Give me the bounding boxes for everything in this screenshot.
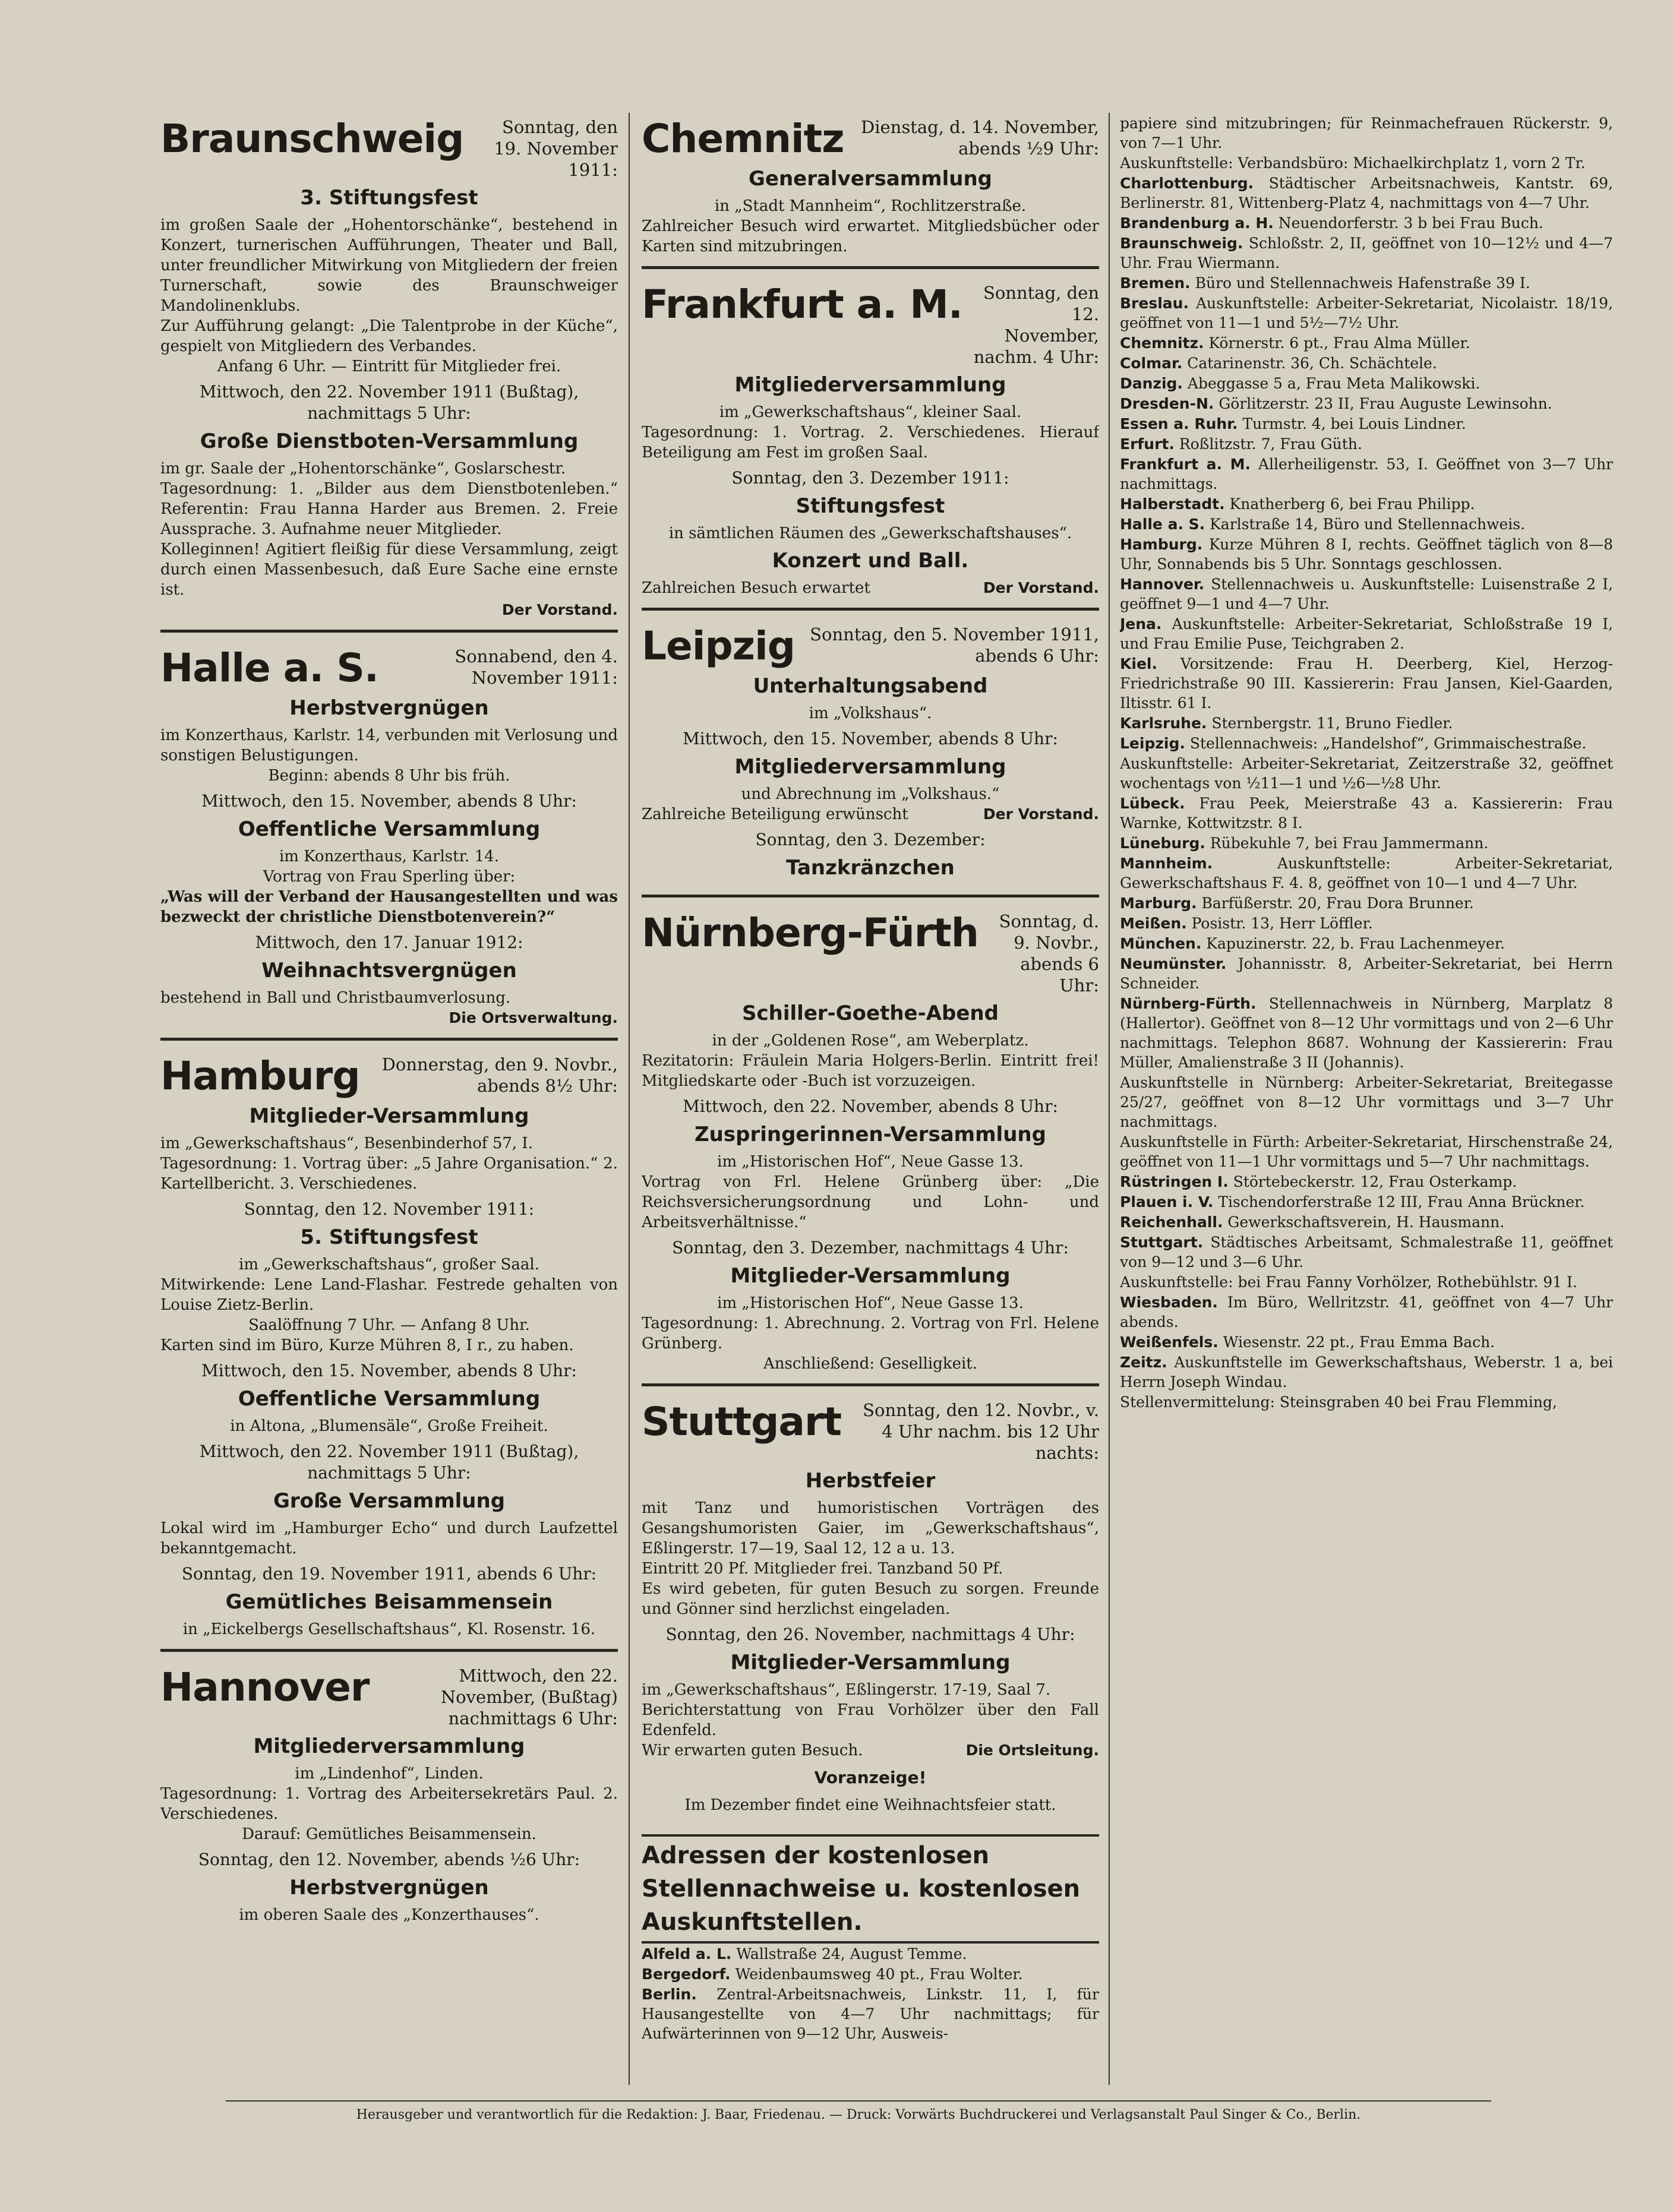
address-entry (1120, 353, 1613, 373)
entry-text: Stellennachweis: „Handelshof“, Grimmaischestraße. (1189, 735, 1587, 752)
event-text: in „Stadt Mannheim“, Rochlitzerstraße. (714, 197, 1027, 215)
event-text: im Konzerthaus, Karlstr. 14, verbunden mit Verlosung und sonstigen Belustigungen. (160, 726, 618, 764)
event-text: Saalöffnung 7 Uhr. — Anfang 8 Uhr. (248, 1316, 530, 1334)
event-text: im „Gewerkschaftshaus“, großer Saal. (239, 1256, 539, 1274)
entry-text: Büro und Stellennachweis Hafenstraße 39 I. (1195, 274, 1530, 292)
event-date: Sonntag, den 3. Dezember, nachmittags 4 Uhr: (672, 1238, 1069, 1257)
entry-city: Essen a. Ruhr. (1120, 415, 1238, 432)
entry-city: Leipzig. (1120, 735, 1185, 752)
entry-text: Gewerkschaftsverein, H. Hausmann. (1227, 1214, 1505, 1231)
entry-city: Halle a. S. (1120, 516, 1205, 533)
entry-city: Berlin. (642, 1986, 697, 2003)
entry-city: Erfurt. (1120, 435, 1175, 453)
address-entry (1120, 213, 1613, 233)
address-entry (1120, 535, 1613, 574)
event-title: Voranzeige! (814, 1768, 927, 1787)
address-entry (1120, 1353, 1613, 1392)
event-text: „Was will der Verband der Hausangestellten und was bezweckt der christliche Dienstbotenverein?“ (160, 888, 618, 926)
address-list-continued (1120, 113, 1613, 1412)
city-heading: Braunschweig (160, 116, 464, 162)
address-entry (1120, 233, 1613, 273)
notice-chemnitz (642, 113, 1099, 269)
entry-text: Wallstraße 24, August Temme. (736, 1945, 967, 1963)
entry-text: Auskunftstelle: Arbeiter-Sekretariat, Gewerkschaftshaus F. 4. 8, geöffnet von 10—1 und 4—7 Uhr. (1120, 855, 1613, 892)
city-heading: Nürnberg-Fürth (642, 910, 978, 956)
address-entry (1120, 1132, 1613, 1171)
event-title: Mitgliederversammlung (734, 755, 1006, 779)
address-entry (1120, 1392, 1613, 1412)
entry-text: Frau Peek, Meierstraße 43 a. Kassiererin: Frau Warnke, Kottwitzstr. 8 I. (1120, 795, 1613, 832)
notice-stuttgart (642, 1396, 1099, 1825)
event-text: im „Historischen Hof“, Neue Gasse 13. (717, 1153, 1024, 1171)
event-text: Anfang 6 Uhr. — Eintritt für Mitglieder frei. (217, 358, 561, 375)
city-heading: Frankfurt a. M. (642, 282, 962, 327)
event-text: Kolleginnen! Agitiert fleißig für diese Versammlung, zeigt durch einen Massenbesuch, daß Eure Sache eine ernste ist. (160, 541, 618, 599)
address-entry (1120, 293, 1613, 333)
entry-city: Wiesbaden. (1120, 1294, 1218, 1311)
entry-city: München. (1120, 935, 1202, 952)
address-entry (1120, 494, 1613, 514)
address-entry (1120, 794, 1613, 833)
entry-city: Braunschweig. (1120, 235, 1243, 252)
event-title: Herbstvergnügen (289, 1876, 489, 1900)
event-date: Mittwoch, den 17. Januar 1912: (255, 933, 523, 952)
entry-city: Danzig. (1120, 375, 1183, 392)
event-date: Donnerstag, den 9. Novbr., abends 8½ Uhr: (381, 1054, 618, 1096)
event-title: 3. Stiftungsfest (300, 186, 478, 210)
event-text: Wir erwarten guten Besuch. (642, 1742, 863, 1759)
entry-text: papiere sind mitzubringen; für Reinmachefrauen Rückerstr. 9, von 7—1 Uhr. (1120, 115, 1613, 151)
event-text: Lokal wird im „Hamburger Echo“ und durch Laufzettel bekanntgemacht. (160, 1519, 618, 1557)
event-date: Sonntag, den 12. November 1911: (244, 1199, 535, 1219)
address-entry (1120, 454, 1613, 494)
entry-city: Lüneburg. (1120, 835, 1205, 852)
event-text: im oberen Saale des „Konzerthauses“. (239, 1906, 539, 1924)
event-title: Große Dienstboten-Versammlung (200, 429, 579, 453)
event-text: mit Tanz und humoristischen Vorträgen des Gesangshumoristen Gaier, im „Gewerkschaftshaus“, Eßlingerstr. 17—19, Saal 12, 12 a u. 13. (642, 1499, 1099, 1557)
address-entry (1120, 1293, 1613, 1332)
entry-city: Stuttgart. (1120, 1234, 1204, 1251)
entry-city: Colmar. (1120, 355, 1183, 372)
event-title: Tanzkränzchen (786, 856, 955, 880)
notice-halle (160, 642, 618, 1041)
signature: Die Ortsverwaltung. (449, 1009, 618, 1026)
event-title: Mitglieder-Versammlung (249, 1104, 529, 1128)
address-entry (1120, 1212, 1613, 1232)
event-title: Schiller-Goethe-Abend (742, 1001, 999, 1025)
address-entry (1120, 1233, 1613, 1272)
event-text: Tagesordnung: 1. „Bilder aus dem Dienstbotenleben.“ Referentin: Frau Hanna Harder aus Bremen. 2. Freie Aussprache. 3. Aufnahme neuer Mitglieder. (160, 480, 618, 538)
city-heading: Hamburg (160, 1053, 360, 1099)
entry-city: Zeitz. (1120, 1354, 1167, 1371)
entry-city: Karlsruhe. (1120, 715, 1207, 732)
event-date: Sonntag, den 19. November 1911: (494, 117, 618, 180)
event-title: Mitglieder-Versammlung (730, 1651, 1011, 1674)
address-entry (1120, 914, 1613, 933)
event-title: Unterhaltungsabend (753, 674, 988, 698)
column-rule (629, 113, 630, 2085)
entry-city: Bremen. (1120, 274, 1191, 292)
notice-hamburg (160, 1050, 618, 1652)
notice-leipzig (642, 620, 1099, 898)
event-text: Berichterstattung von Frau Vorhölzer über den Fall Edenfeld. (642, 1701, 1099, 1739)
entry-text: Sternbergstr. 11, Bruno Fiedler. (1211, 715, 1453, 732)
event-text: in der „Goldenen Rose“, am Weberplatz. (712, 1032, 1029, 1050)
address-entry (1120, 994, 1613, 1072)
city-heading: Leipzig (642, 623, 795, 669)
entry-city: Reichenhall. (1120, 1214, 1223, 1231)
event-text: Beginn: abends 8 Uhr bis früh. (268, 767, 510, 785)
entry-text: Vorsitzende: Frau H. Deerberg, Kiel, Herzog-Friedrichstraße 90 III. Kassiererin: Frau Jansen, Kiel-Gaarden, Iltisstr. 61 I. (1120, 655, 1613, 712)
address-entry (1120, 514, 1613, 534)
column-rule (1109, 113, 1110, 2085)
entry-text: Auskunftstelle in Nürnberg: Arbeiter-Sekretariat, Breitegasse 25/27, geöffnet von 8—12 Uhr vormittags und 3—7 Uhr nachmittags. (1120, 1074, 1613, 1130)
entry-text: Kapuzinerstr. 22, b. Frau Lachenmeyer. (1206, 935, 1505, 952)
entry-city: Neumünster. (1120, 955, 1227, 972)
address-entry (1120, 754, 1613, 793)
entry-text: Posistr. 13, Herr Löffler. (1191, 915, 1373, 932)
event-title: 5. Stiftungsfest (300, 1225, 478, 1249)
event-date: Mittwoch, den 15. November, abends 8 Uhr: (201, 1361, 577, 1380)
entry-city: Frankfurt a. M. (1120, 456, 1251, 473)
event-date: Mittwoch, den 22. November, (Bußtag) nachmittags 6 Uhr: (440, 1666, 618, 1728)
entry-text: Johannisstr. 8, Arbeiter-Sekretariat, bei Herrn Schneider. (1120, 955, 1613, 992)
event-text: in Altona, „Blumensäle“, Große Freiheit. (230, 1417, 548, 1435)
entry-text: Weidenbaumsweg 40 pt., Frau Wolter. (735, 1965, 1023, 1983)
entry-city: Kiel. (1120, 655, 1157, 672)
city-heading: Halle a. S. (160, 645, 378, 691)
event-text: Tagesordnung: 1. Vortrag. 2. Verschiedenes. Hierauf Beteiligung am Fest im großen Saal. (642, 424, 1099, 462)
event-title: Große Versammlung (273, 1489, 506, 1513)
entry-city: Dresden-N. (1120, 395, 1214, 412)
event-text: im „Historischen Hof“, Neue Gasse 13. (717, 1294, 1024, 1312)
event-date: Sonntag, d. 9. Novbr., abends 6 Uhr: (999, 911, 1099, 996)
address-entry (1120, 333, 1613, 353)
event-text: in „Eickelbergs Gesellschaftshaus“, Kl. Rosenstr. 16. (182, 1620, 596, 1638)
entry-city: Charlottenburg. (1120, 175, 1254, 192)
entry-city: Hannover. (1120, 576, 1205, 593)
entry-text: Roßlitzstr. 7, Frau Güth. (1179, 435, 1362, 453)
event-text: Im Dezember findet eine Weihnachtsfeier statt. (684, 1796, 1056, 1814)
address-entry (1120, 934, 1613, 953)
event-title: Herbstfeier (805, 1469, 936, 1493)
event-title: Mitgliederversammlung (734, 373, 1006, 397)
address-entry (1120, 734, 1613, 753)
event-text: Zur Aufführung gelangt: „Die Talentprobe in der Küche“, gespielt von Mitgliedern des Verbandes. (160, 317, 618, 355)
entry-city: Alfeld a. L. (642, 1945, 732, 1963)
notice-nuernberg-fuerth (642, 907, 1099, 1386)
event-text: Eintritt 20 Pf. Mitglieder frei. Tanzband 50 Pf. (642, 1560, 1003, 1578)
signature: Der Vorstand. (983, 579, 1099, 596)
entry-text: Störtebeckerstr. 12, Frau Osterkamp. (1233, 1173, 1517, 1190)
entry-city: Plauen i. V. (1120, 1193, 1214, 1211)
entry-city: Lübeck. (1120, 795, 1185, 812)
entry-text: Barfüßerstr. 20, Frau Dora Brunner. (1201, 895, 1474, 912)
event-text: im „Volkshaus“. (809, 704, 932, 722)
entry-text: Körnerstr. 6 pt., Frau Alma Müller. (1208, 334, 1470, 352)
event-text: im „Lindenhof“, Linden. (295, 1765, 484, 1783)
address-entry (1120, 1073, 1613, 1132)
entry-text: Kurze Mühren 8 I, rechts. Geöffnet täglich von 8—8 Uhr, Sonnabends bis 5 Uhr. Sonntags geschlossen. (1120, 536, 1613, 573)
event-text: im „Gewerkschaftshaus“, Eßlingerstr. 17-19, Saal 7. (642, 1681, 1051, 1699)
event-text: Vortrag von Frau Sperling über: (263, 868, 516, 886)
event-text: Zahlreicher Besuch wird erwartet. Mitgliedsbücher oder Karten sind mitzubringen. (642, 217, 1099, 255)
column-middle (642, 113, 1099, 2085)
event-title: Stiftungsfest (796, 494, 945, 518)
event-date: Mittwoch, den 15. November, abends 8 Uhr: (201, 791, 577, 811)
entry-city: Hamburg. (1120, 536, 1203, 553)
event-date: Sonntag, den 12. Novbr., v. 4 Uhr nachm. bis 12 Uhr nachts: (863, 1400, 1099, 1463)
entry-city: Chemnitz. (1120, 334, 1204, 352)
address-list (642, 1834, 1099, 2043)
column-right (1120, 113, 1613, 2085)
event-date: Mittwoch, den 15. November, abends 8 Uhr: (683, 729, 1058, 748)
event-text: Es wird gebeten, für guten Besuch zu sorgen. Freunde und Gönner sind herzlichst eingeladen. (642, 1580, 1099, 1618)
address-entry (1120, 833, 1613, 853)
event-date: Dienstag, d. 14. November, abends ½9 Uhr: (860, 117, 1099, 159)
signature: Der Vorstand. (983, 805, 1099, 823)
notice-braunschweig (160, 113, 618, 633)
entry-text: Im Büro, Wellritzstr. 41, geöffnet von 4—7 Uhr abends. (1120, 1294, 1613, 1331)
imprint-footer: Herausgeber und verantwortlich für die Redaktion: J. Baar, Friedenau. — Druck: Vorwärts Buchdruckerei und Verlagsanstalt Paul Singer & Co., Berlin. (226, 2100, 1491, 2122)
address-entry (1120, 1272, 1613, 1292)
event-date: Mittwoch, den 22. November 1911 (Bußtag), nachmittags 5 Uhr: (199, 382, 579, 423)
event-title: Zuspringerinnen-Versammlung (695, 1123, 1046, 1146)
event-title: Oeffentliche Versammlung (238, 1387, 541, 1411)
entry-text: Stellenvermittelung: Steinsgraben 40 bei Frau Flemming, (1120, 1393, 1557, 1411)
address-entry (1120, 173, 1613, 213)
city-heading: Hannover (160, 1664, 370, 1710)
event-text: im Konzerthaus, Karlstr. 14. (279, 848, 500, 865)
entry-city: Breslau. (1120, 295, 1189, 312)
entry-city: Bergedorf. (642, 1965, 731, 1983)
address-entry (1120, 414, 1613, 434)
event-text: Rezitatorin: Fräulein Maria Holgers-Berlin. Eintritt frei! Mitgliedskarte oder -Buch ist vorzuzeigen. (642, 1052, 1099, 1090)
entry-city: Halberstadt. (1120, 495, 1225, 513)
address-entry (1120, 153, 1613, 173)
event-text: Tagesordnung: 1. Vortrag des Arbeitersekretärs Paul. 2. Verschiedenes. (160, 1785, 618, 1823)
address-entry (1120, 893, 1613, 913)
address-entry (642, 1985, 1099, 2043)
address-entry (1120, 434, 1613, 454)
column-left (160, 113, 618, 2085)
entry-text: Auskunftstelle: Arbeiter-Sekretariat, Nicolaistr. 18/19, geöffnet von 11—1 und 5½—7½ Uhr. (1120, 295, 1613, 331)
event-date: Sonntag, den 19. November 1911, abends 6 Uhr: (181, 1564, 597, 1584)
event-date: Sonntag, den 12. November, nachm. 4 Uhr: (973, 283, 1099, 367)
entry-city: Nürnberg-Fürth. (1120, 995, 1257, 1012)
entry-city: Meißen. (1120, 915, 1187, 932)
entry-text: Görlitzerstr. 23 II, Frau Auguste Lewinsohn. (1219, 395, 1552, 412)
address-entry (1120, 614, 1613, 653)
event-text: Anschließend: Geselligkeit. (763, 1355, 977, 1373)
entry-text: Auskunftstelle: bei Frau Fanny Vorhölzer, Rothebühlstr. 91 I. (1120, 1274, 1577, 1291)
event-title: Mitgliederversammlung (253, 1734, 525, 1758)
entry-text: Wiesenstr. 22 pt., Frau Emma Bach. (1223, 1333, 1495, 1351)
event-text: im großen Saale der „Hohentorschänke“, bestehend in Konzert, turnerischen Aufführungen, Theater und Ball, unter freundlicher Mitwirkung von Mitgliedern der freien Turnerschaft, sowie des Braunschweiger Mandolinenklubs. (160, 216, 618, 315)
event-title: Konzert und Ball. (772, 549, 969, 573)
event-date: Sonntag, den 3. Dezember 1911: (731, 468, 1009, 488)
entry-text: Auskunftstelle: Verbandsbüro: Michaelkirchplatz 1, vorn 2 Tr. (1120, 154, 1586, 172)
address-entry (1120, 713, 1613, 733)
city-heading: Chemnitz (642, 116, 844, 162)
address-entry (1120, 273, 1613, 293)
event-title: Generalversammlung (748, 167, 993, 191)
event-title: Gemütliches Beisammensein (225, 1590, 553, 1614)
event-text: im „Gewerkschaftshaus“, Besenbinderhof 57, I. (160, 1135, 533, 1152)
event-date: Mittwoch, den 22. November 1911 (Bußtag), nachmittags 5 Uhr: (199, 1442, 579, 1483)
address-entry (1120, 1192, 1613, 1212)
address-entry (1120, 113, 1613, 153)
event-text: Tagesordnung: 1. Abrechnung. 2. Vortrag von Frl. Helene Grünberg. (642, 1314, 1099, 1353)
event-title: Weihnachtsvergnügen (261, 959, 517, 982)
entry-text: Auskunftstelle: Arbeiter-Sekretariat, Zeitzerstraße 32, geöffnet wochentags von ½11—1 und ½6—½8 Uhr. (1120, 755, 1613, 792)
entry-text: Tischendorferstraße 12 III, Frau Anna Brückner. (1218, 1193, 1585, 1211)
entry-text: Städtischer Arbeitsnachweis, Kantstr. 69, Berlinerstr. 81, Wittenberg-Platz 4, nachmittags von 4—7 Uhr. (1120, 175, 1613, 211)
notice-frankfurt (642, 279, 1099, 611)
address-entry (1120, 574, 1613, 614)
entry-text: Schloßstr. 2, II, geöffnet von 10—12½ und 4—7 Uhr. Frau Wiermann. (1120, 235, 1613, 271)
entry-city: Brandenburg a. H. (1120, 214, 1274, 232)
address-entry (1120, 954, 1613, 993)
event-date: Mittwoch, den 22. November, abends 8 Uhr: (683, 1096, 1058, 1116)
entry-city: Marburg. (1120, 895, 1197, 912)
notice-hannover (160, 1661, 618, 1935)
event-date: Sonntag, den 12. November, abends ½6 Uhr: (198, 1850, 580, 1869)
entry-city: Jena. (1120, 615, 1162, 633)
entry-text: Allerheiligenstr. 53, I. Geöffnet von 3—7 Uhr nachmittags. (1120, 456, 1613, 492)
entry-text: Auskunftstelle in Fürth: Arbeiter-Sekretariat, Hirschenstraße 24, geöffnet von 11—1 Uhr vormittags und 5—7 Uhr nachmittags. (1120, 1133, 1613, 1170)
entry-text: Neuendorferstr. 3 b bei Frau Buch. (1278, 214, 1543, 232)
entry-text: Abeggasse 5 a, Frau Meta Malikowski. (1187, 375, 1481, 392)
event-text: bestehend in Ball und Christbaumverlosung. (160, 989, 511, 1007)
event-text: Karten sind im Büro, Kurze Mühren 8, I r., zu haben. (160, 1336, 574, 1354)
event-date: Sonnabend, den 4. November 1911: (454, 646, 618, 688)
event-text: in sämtlichen Räumen des „Gewerkschaftshauses“. (668, 524, 1072, 542)
entry-text: Zentral-Arbeitsnachweis, Linkstr. 11, I, für Hausangestellte von 4—7 Uhr nachmittags; für Aufwärterinnen von 9—12 Uhr, Ausweis- (642, 1986, 1099, 2042)
event-text: und Abrechnung im „Volkshaus.“ (741, 785, 1000, 803)
address-entry (1120, 1172, 1613, 1192)
entry-text: Rübekuhle 7, bei Frau Jammermann. (1210, 835, 1489, 852)
signature: Die Ortsleitung. (965, 1742, 1099, 1759)
entry-text: Karlstraße 14, Büro und Stellennachweis. (1210, 516, 1526, 533)
address-entry (642, 1964, 1099, 1984)
address-entry (1120, 654, 1613, 713)
entry-city: Mannheim. (1120, 855, 1213, 872)
signature: Der Vorstand. (501, 601, 618, 618)
event-text: im „Gewerkschaftshaus“, kleiner Saal. (719, 403, 1022, 421)
entry-text: Turmstr. 4, bei Louis Lindner. (1242, 415, 1466, 432)
entry-text: Catarinenstr. 36, Ch. Schächtele. (1187, 355, 1437, 372)
event-text: Zahlreiche Beteiligung erwünscht (642, 805, 908, 823)
event-text: Zahlreichen Besuch erwartet (642, 579, 870, 597)
event-date: Sonntag, den 26. November, nachmittags 4 Uhr: (665, 1625, 1075, 1644)
address-entry (1120, 854, 1613, 893)
address-entry (1120, 374, 1613, 393)
event-title: Oeffentliche Versammlung (238, 817, 541, 841)
event-text: Mitwirkende: Lene Land-Flashar. Festrede gehalten von Louise Zietz-Berlin. (160, 1276, 618, 1314)
entry-text: Stellennachweis u. Auskunftstelle: Luisenstraße 2 I, geöffnet 9—1 und 4—7 Uhr. (1120, 576, 1613, 612)
city-heading: Stuttgart (642, 1399, 842, 1445)
event-date: Sonntag, den 3. Dezember: (755, 830, 986, 849)
entry-text: Auskunftstelle im Gewerkschaftshaus, Weberstr. 1 a, bei Herrn Joseph Windau. (1120, 1354, 1613, 1391)
event-title: Herbstvergnügen (289, 696, 489, 720)
entry-text: Knatherberg 6, bei Frau Philipp. (1229, 495, 1475, 513)
entry-text: Auskunftstelle: Arbeiter-Sekretariat, Schloßstraße 19 I, und Frau Emilie Puse, Teichgraben 2. (1120, 615, 1613, 652)
entry-text: Städtisches Arbeitsamt, Schmalestraße 11, geöffnet von 9—12 und 3—6 Uhr. (1120, 1234, 1613, 1271)
address-entry (642, 1944, 1099, 1964)
entry-city: Rüstringen I. (1120, 1173, 1229, 1190)
event-text: Darauf: Gemütliches Beisammensein. (242, 1825, 536, 1843)
event-text: im gr. Saale der „Hohentorschänke“, Goslarschestr. (160, 460, 566, 478)
address-entry (1120, 1332, 1613, 1352)
event-date: Sonntag, den 5. November 1911, abends 6 Uhr: (810, 624, 1099, 666)
event-text: Tagesordnung: 1. Vortrag über: „5 Jahre Organisation.“ 2. Kartellbericht. 3. Verschiedenes. (160, 1155, 618, 1193)
event-text: Vortrag von Frl. Helene Grünberg über: „Die Reichsversicherungsordnung und Lohn- und Arbeitsverhältnisse.“ (642, 1173, 1099, 1231)
address-list-heading: Adressen der kostenlosen Stellennachweise u. kostenlosen Auskunftstellen. (642, 1834, 1099, 1944)
entry-text: Stellennachweis in Nürnberg, Marplatz 8 (Hallertor). Geöffnet von 8—12 Uhr vormittags und von 2—6 Uhr nachmittags. Telephon 8687. Wohnung der Kassiererin: Frau Müller, Amalienstraße 3 II (Johannis). (1120, 995, 1613, 1071)
event-title: Mitglieder-Versammlung (730, 1264, 1011, 1288)
address-entry (1120, 394, 1613, 413)
entry-city: Weißenfels. (1120, 1333, 1219, 1351)
